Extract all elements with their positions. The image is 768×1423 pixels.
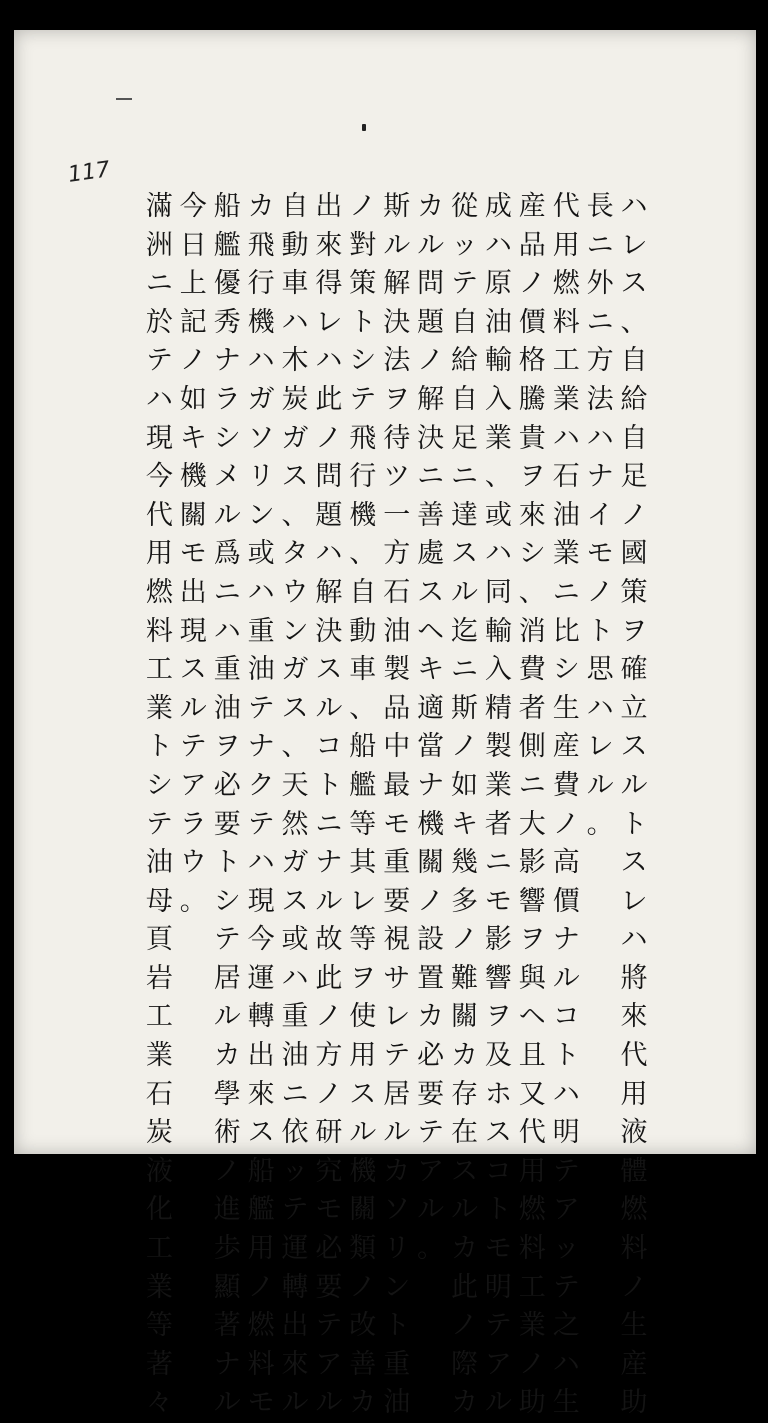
ink-stroke xyxy=(116,98,132,100)
text-column: 出 來 得 レ ハ 此 ノ 問 題 ハ 解 決 ス ル コ ト ニ ナ ル 故 此 ノ 方 ノ 研 究 モ 必 要 テ ア ル xyxy=(315,191,343,1419)
text-column: 成 ハ 原 油 輸 入 業 、 或 ハ 同 輸 入 精 製 業 者 ニ モ 影 響 ヲ 及 ホ ス コ ト モ 明 テ ア ル xyxy=(484,191,512,1419)
ink-dot xyxy=(362,124,366,131)
text-column: 産 品 ノ 價 格 騰 貴 ヲ 來 シ 、 消 費 者 側 ニ 大 影 響 ヲ 與 ヘ 且 又 代 用 燃 料 工 業 ノ 助 xyxy=(518,191,546,1419)
text-column: 代 用 燃 料 工 業 ハ 石 油 業 ニ 比 シ 生 産 費 ノ 高 價 ナ ル コ ト ハ 明 テ ア ッ テ 之 ハ 生 xyxy=(552,191,580,1419)
text-column: 斯 ル 解 決 法 ヲ 待 ツ 一 方 石 油 製 品 中 最 モ 重 要 視 サ レ テ 居 ル カ ソ リ ン ト 重 油 xyxy=(383,191,411,1419)
text-column: 長 ニ 外 ニ 方 法 ハ ナ イ モ ノ ト 思 ハ レ ル 。 xyxy=(586,191,614,840)
page-number: 117 xyxy=(66,157,112,188)
text-column: カ ル 問 題 ノ 解 決 ニ 善 處 ス ヘ キ 適 當 ナ 機 關 ノ 設 置 カ 必 要 テ ア ル 。 xyxy=(417,191,445,1265)
text-column: ハ レ ス 、 自 給 自 足 ノ 國 策 ヲ 確 立 ス ル ト ス レ ハ 將 來 代 用 液 體 燃 料 ノ 生 産 助 xyxy=(620,191,648,1419)
text-column: ノ 對 策 ト シ テ 飛 行 機 、 自 動 車 、 船 艦 等 其 レ 等 ヲ 使 用 ス ル 機 關 類 ノ 改 善 カ xyxy=(349,191,377,1419)
text-column: 自 動 車 ハ 木 炭 ガ ス 、 タ ウ ン ガ ス 、 天 然 ガ ス 或 ハ 重 油 ニ 依 ッ テ 運 轉 出 來 ル xyxy=(281,191,309,1419)
text-column: 船 艦 優 秀 ナ ラ シ メ ル 爲 ニ ハ 重 油 ヲ 必 要 ト シ テ 居 ル カ 學 術 ノ 進 歩 顯 著 ナ ル xyxy=(213,191,241,1419)
text-column: 滿 洲 ニ 於 テ ハ 現 今 代 用 燃 料 工 業 ト シ テ 油 母 頁 岩 工 業 石 炭 液 化 工 業 等 著 々 xyxy=(145,191,173,1419)
text-column: 從 ッ テ 自 給 自 足 ニ 達 ス ル 迄 ニ 斯 ノ 如 キ 幾 多 ノ 難 關 カ 存 在 ス ル カ 此 ノ 際 カ xyxy=(451,191,478,1419)
text-column: カ 飛 行 機 ハ ガ ソ リ ン 或 ハ 重 油 テ ナ ク テ ハ 現 今 運 轉 出 來 ス 船 艦 用 ノ 燃 料 モ xyxy=(247,191,275,1419)
text-column: 今 日 上 記 ノ 如 キ 機 關 モ 出 現 ス ル テ ア ラ ウ 。 xyxy=(179,191,207,917)
